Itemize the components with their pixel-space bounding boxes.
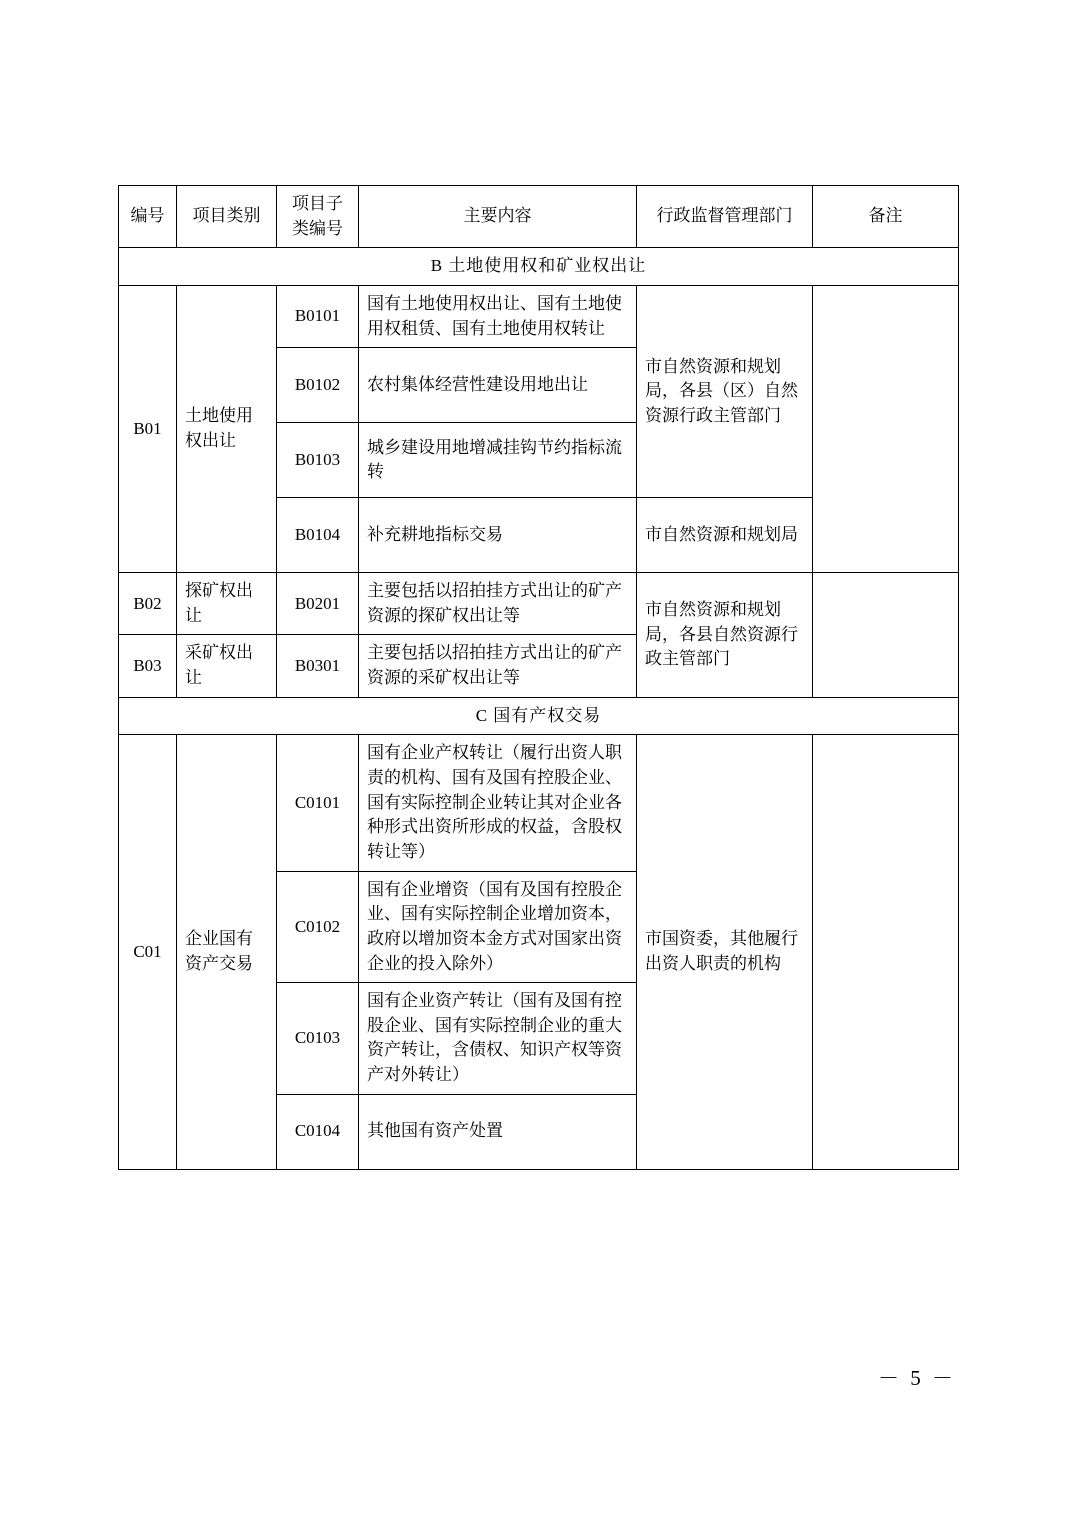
page-number: － 5 － [878,1366,956,1390]
section-row-b [119,248,959,286]
row-department-b0104: 市自然资源和规划局 [637,498,813,573]
row-category-b03: 采矿权出让 [177,635,277,697]
row-content-c0101: 国有企业产权转让（履行出资人职责的机构、国有及国有控股企业、国有实际控制企业转让其对企业各种形式出资所形成的权益，含股权转让等） [359,735,637,871]
row-content-c0103: 国有企业资产转让（国有及国有控股企业、国有实际控制企业的重大资产转让，含债权、知识产权等资产对外转让） [359,983,637,1095]
row-content-b0101: 国有土地使用权出让、国有土地使用权租赁、国有土地使用权转让 [359,285,637,347]
section-title-c: C 国有产权交易 [119,697,959,735]
row-content-c0104: 其他国有资产处置 [359,1094,637,1169]
row-content-b0102: 农村集体经营性建设用地出让 [359,348,637,423]
row-content-b0301: 主要包括以招拍挂方式出让的矿产资源的采矿权出让等 [359,635,637,697]
catalog-table [118,185,959,1170]
row-subnumber-c0101: C0101 [277,735,359,871]
row-subnumber-b0301: B0301 [277,635,359,697]
row-department-c01: 市国资委，其他履行出资人职责的机构 [637,735,813,1169]
row-number-b02: B02 [119,573,177,635]
row-subnumber-c0104: C0104 [277,1094,359,1169]
table-row [119,735,959,871]
header-number: 编号 [119,186,177,248]
row-content-b0201: 主要包括以招拍挂方式出让的矿产资源的探矿权出让等 [359,573,637,635]
row-subnumber-b0201: B0201 [277,573,359,635]
row-content-b0103: 城乡建设用地增减挂钩节约指标流转 [359,423,637,498]
row-subnumber-b0101: B0101 [277,285,359,347]
header-content: 主要内容 [359,186,637,248]
row-subnumber-c0103: C0103 [277,983,359,1095]
table-row [119,285,959,347]
table-header-row [119,186,959,248]
header-remark: 备注 [813,186,959,248]
row-content-c0102: 国有企业增资（国有及国有控股企业、国有实际控制企业增加资本，政府以增加资本金方式对国家出资企业的投入除外） [359,871,637,983]
row-remark-c01 [813,735,959,1169]
row-category-b01: 土地使用权出让 [177,285,277,572]
row-department-b02-b03: 市自然资源和规划局，各县自然资源行政主管部门 [637,573,813,698]
header-sub-number: 项目子类编号 [277,186,359,248]
row-remark-b02-b03 [813,573,959,698]
header-category: 项目类别 [177,186,277,248]
row-subnumber-b0102: B0102 [277,348,359,423]
row-remark-b01 [813,285,959,572]
table-row [119,573,959,635]
row-number-b03: B03 [119,635,177,697]
row-category-b02: 探矿权出让 [177,573,277,635]
row-content-b0104: 补充耕地指标交易 [359,498,637,573]
row-subnumber-c0102: C0102 [277,871,359,983]
section-title-b: B 土地使用权和矿业权出让 [119,248,959,286]
row-subnumber-b0103: B0103 [277,423,359,498]
section-row-c [119,697,959,735]
row-department-b01: 市自然资源和规划局，各县（区）自然资源行政主管部门 [637,285,813,497]
row-number-c01: C01 [119,735,177,1169]
row-subnumber-b0104: B0104 [277,498,359,573]
row-category-c01: 企业国有资产交易 [177,735,277,1169]
header-department: 行政监督管理部门 [637,186,813,248]
row-number-b01: B01 [119,285,177,572]
